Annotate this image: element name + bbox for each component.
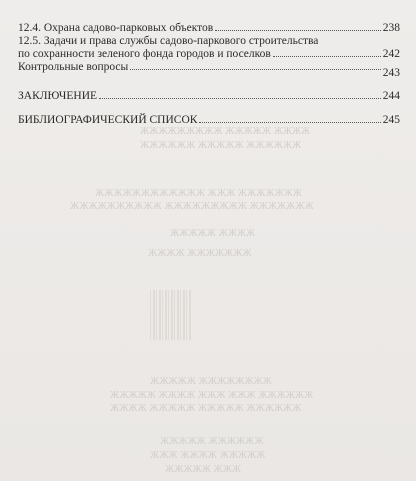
dot-leader <box>130 68 381 70</box>
toc-entry-12-4 <box>18 22 400 34</box>
toc-entry-title: по сохранности зеленого фонда городов и поселков <box>18 48 271 60</box>
ghost-text: ЖЖЖЖЖЖ ЖЖЖЖЖ ЖЖЖЖЖЖ <box>140 140 302 151</box>
toc-entry-page: 243 <box>382 67 400 79</box>
toc-entry-12-5 <box>18 48 400 60</box>
toc-entry-control-questions <box>18 61 400 73</box>
ghost-text: ЖЖЖЖЖЖЖ ЖЖЖ ЖЖЖЖЖЖЖЖЖЖЖЖ <box>95 188 302 199</box>
dot-leader <box>215 29 381 31</box>
ghost-text: ЖЖЖЖЖЖЖЖ ЖЖЖЖЖ <box>150 376 272 387</box>
dot-leader <box>99 97 381 99</box>
toc-entry-page: 245 <box>382 114 400 126</box>
toc-entry-bibliography <box>18 114 400 126</box>
toc-entry-page: 244 <box>382 90 400 102</box>
toc-entry-page: 238 <box>382 22 400 34</box>
toc-entry-conclusion <box>18 90 400 102</box>
toc-entry-12-5-line1: 12.5. Задачи и права службы садово-паркового строительства <box>18 35 319 47</box>
ghost-barcode <box>150 290 192 340</box>
ghost-text: ЖЖЖЖЖЖЖ ЖЖЖЖЖЖЖЖЖ ЖЖЖЖЖЖЖЖЖЖ <box>70 201 314 212</box>
ghost-text: ЖЖЖЖ ЖЖЖЖЖ <box>170 228 256 239</box>
ghost-text: ЖЖЖЖЖЖ ЖЖЖЖЖ <box>160 436 264 447</box>
ghost-text: ЖЖЖЖЖЖЖ ЖЖЖЖ <box>148 248 252 259</box>
toc-entry-title: Контрольные вопросы <box>18 61 129 73</box>
ghost-text: ЖЖЖЖЖЖ ЖЖЖ ЖЖЖ ЖЖЖЖ ЖЖЖЖЖ <box>110 390 314 401</box>
ghost-text: ЖЖЖЖЖ ЖЖЖЖ ЖЖЖ <box>150 450 266 461</box>
ghost-text: ЖЖЖЖЖЖ ЖЖЖЖЖ ЖЖЖЖЖ ЖЖЖЖ <box>110 403 302 414</box>
dot-leader <box>273 55 381 57</box>
toc-entry-title: БИБЛИОГРАФИЧЕСКИЙ СПИСОК <box>18 114 198 126</box>
ghost-text: ЖЖЖЖ ЖЖЖЖЖ ЖЖЖЖЖЖЖЖЖ <box>140 126 311 137</box>
toc-entry-title: ЗАКЛЮЧЕНИЕ <box>18 90 98 102</box>
dot-leader <box>199 121 380 123</box>
toc-entry-page: 242 <box>382 48 400 60</box>
toc-entry-title: 12.4. Охрана садово-парковых объектов <box>18 22 214 34</box>
ghost-text: ЖЖЖ ЖЖЖЖЖ <box>165 464 241 475</box>
